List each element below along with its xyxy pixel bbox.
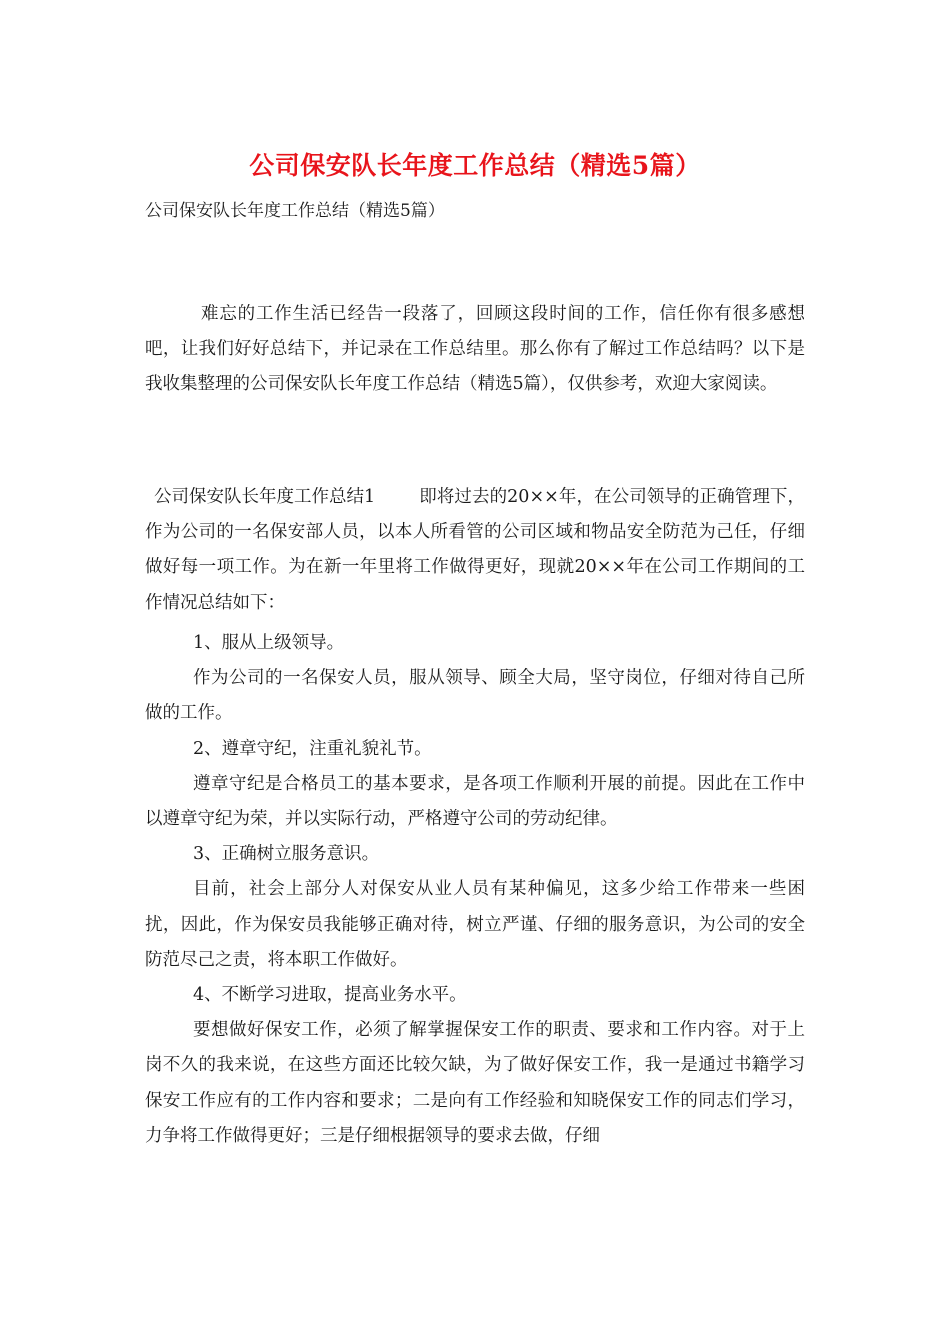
section-1-paragraph — [145, 480, 805, 621]
item-heading-4: 4、不断学习进取，提高业务水平。 — [193, 985, 467, 1006]
item-paragraph-3: 目前，社会上部分人对保安从业人员有某种偏见，这多少给工作带来一些困扰，因此，作为保安员我能够正确对待，树立严谨、仔细的服务意识，为公司的安全防范尽己之责，将本职工作做好。 — [145, 879, 805, 970]
document-title: 公司保安队长年度工作总结（精选5篇） — [249, 151, 701, 180]
item-paragraph-2: 遵章守纪是合格员工的基本要求，是各项工作顺利开展的前提。因此在工作中以遵章守纪为荣，并以实际行动，严格遵守公司的劳动纪律。 — [145, 773, 805, 830]
document-subtitle: 公司保安队长年度工作总结（精选5篇） — [145, 201, 445, 221]
item-paragraph-1: 作为公司的一名保安人员，服从领导、顾全大局，坚守岗位，仔细对待自己所做的工作。 — [145, 668, 805, 724]
item-paragraph-4: 要想做好保安工作，必须了解掌握保安工作的职责、要求和工作内容。对于上岗不久的我来说，在这些方面还比较欠缺，为了做好保安工作，我一是通过书籍学习保安工作应有的工作内容和要求；二是向有工作经验和知晓保安工作的同志们学习，力争将工作做得更好；三是仔细根据领导的要求去做，仔细 — [145, 1020, 805, 1146]
intro-paragraph: 难忘的工作生活已经告一段落了，回顾这段时间的工作，信任你有很多感想吧，让我们好好总结下，并记录在工作总结里。那么你有了解过工作总结吗？以下是我收集整理的公司保安队长年度工作总结（精选5篇），仅供参考，欢迎大家阅读。 — [145, 304, 805, 395]
item-heading-1: 1、服从上级领导。 — [193, 633, 345, 653]
section-1-body — [145, 626, 805, 1154]
section-1-heading: 公司保安队长年度工作总结1 — [154, 487, 376, 507]
item-heading-3: 3、正确树立服务意识。 — [193, 844, 380, 865]
item-heading-2: 2、遵章守纪，注重礼貌礼节。 — [193, 738, 432, 759]
section-1-text: 即将过去的20××年，在公司领导的正确管理下，作为公司的一名保安部人员，以本人所看管的公司区域和物品安全防范为己任，仔细做好每一项工作。为在新一年里将工作做得更好，现就20××年在公司工作期间的工作情况总结如下： — [145, 487, 805, 613]
